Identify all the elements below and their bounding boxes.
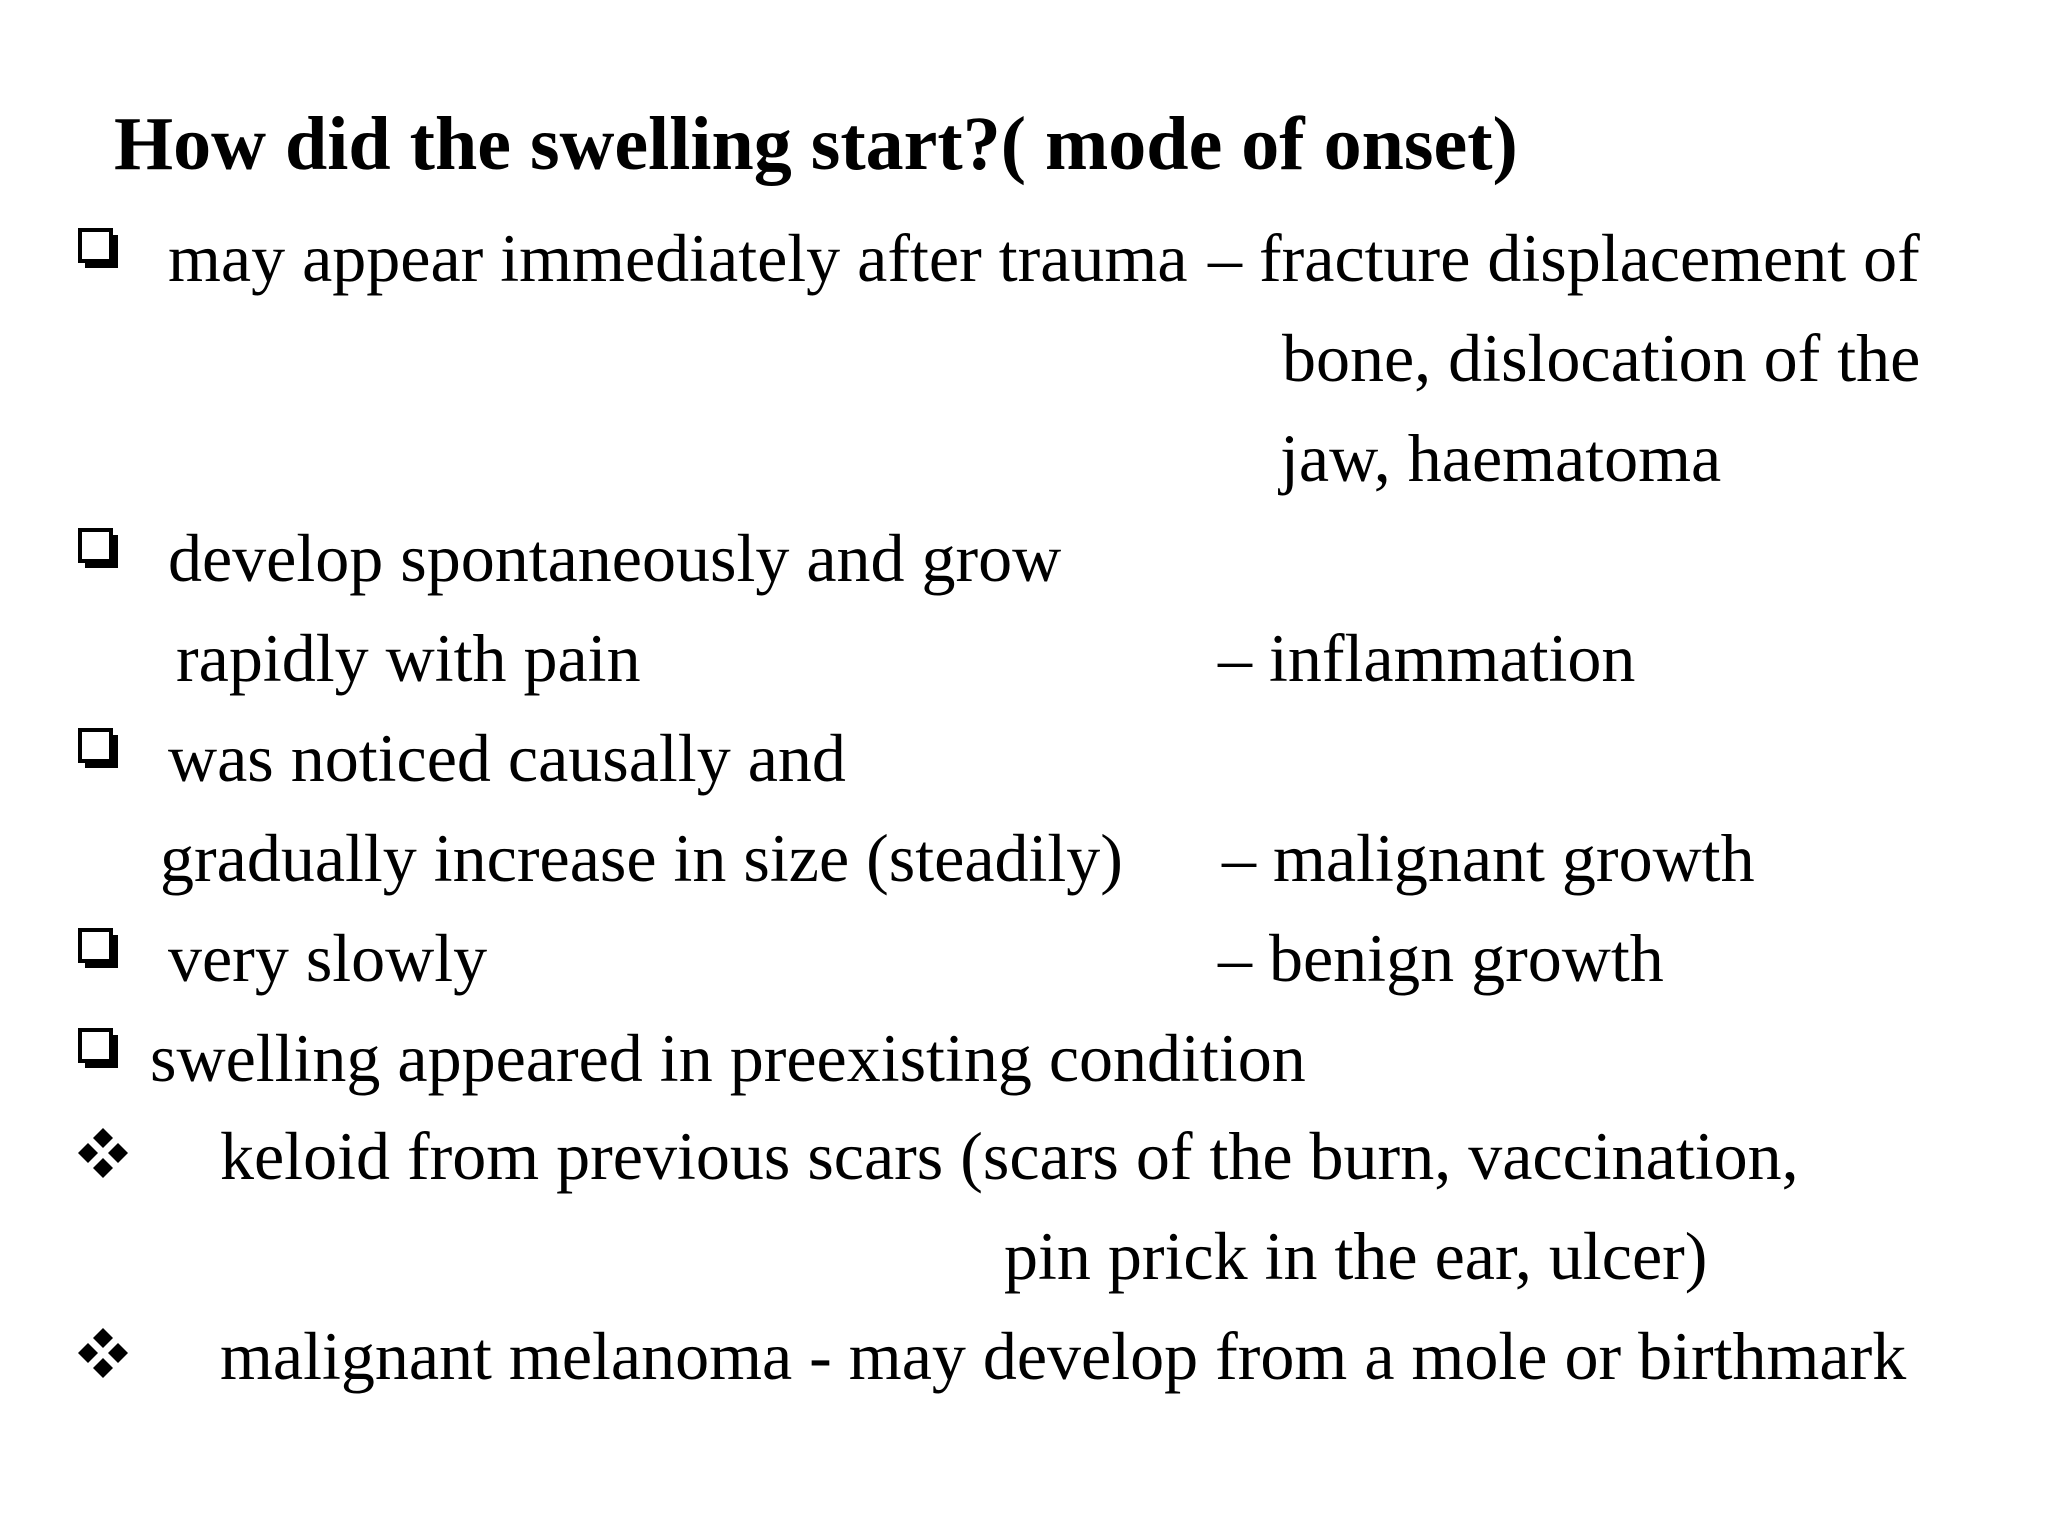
- item-2-result: – inflammation: [1218, 620, 1636, 696]
- slide-title: How did the swelling start?( mode of onset): [114, 102, 1518, 186]
- item-1-text: may appear immediately after trauma: [168, 220, 1188, 296]
- checkbox-bullet-icon: [78, 228, 118, 268]
- checkbox-bullet-icon: [78, 528, 118, 568]
- subitem-1-line-2: pin prick in the ear, ulcer): [1004, 1218, 1708, 1294]
- diamond-bullet-icon: [76, 1326, 130, 1380]
- item-4-result: – benign growth: [1218, 920, 1664, 996]
- item-2-text-line-2: rapidly with pain: [176, 620, 641, 696]
- item-3-text-line-1: was noticed causally and: [168, 720, 846, 796]
- checkbox-bullet-icon: [78, 1028, 118, 1068]
- item-3-text-line-2: gradually increase in size (steadily): [160, 820, 1123, 896]
- item-3-result: – malignant growth: [1222, 820, 1755, 896]
- item-5-text: swelling appeared in preexisting condition: [150, 1020, 1306, 1096]
- item-1-result-line-2: bone, dislocation of the: [1282, 320, 1921, 396]
- subitem-2-line-1: malignant melanoma - may develop from a mole or birthmark: [220, 1318, 1907, 1394]
- checkbox-bullet-icon: [78, 928, 118, 968]
- subitem-1-line-1: keloid from previous scars (scars of the burn, vaccination,: [220, 1118, 1799, 1194]
- diamond-bullet-icon: [76, 1126, 130, 1180]
- item-1-result-line-3: jaw, haematoma: [1280, 420, 1722, 496]
- item-4-text: very slowly: [168, 920, 488, 996]
- item-1-result-line-1: – fracture displacement of: [1208, 220, 1920, 296]
- checkbox-bullet-icon: [78, 728, 118, 768]
- item-2-text-line-1: develop spontaneously and grow: [168, 520, 1062, 596]
